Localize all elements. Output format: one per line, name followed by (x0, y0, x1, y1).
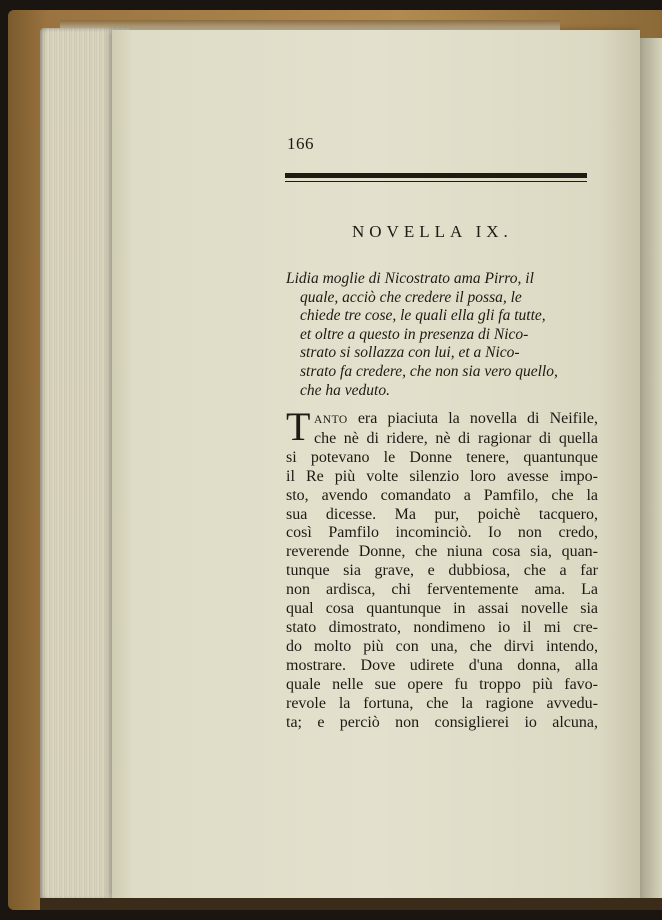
summary-line: chiede tre cose, le quali ella gli fa tutte, (300, 307, 546, 325)
summary-line: et oltre a questo in presenza di Nico- (300, 325, 529, 343)
body-line: si potevano le Donne tenere, quantunque (286, 448, 598, 466)
page-number: 166 (287, 134, 314, 153)
body-line: tunque sia grave, e dubbiosa, che a far (286, 562, 598, 580)
summary-line: Lidia moglie di Nicostrato ama Pirro, il (286, 270, 534, 287)
body-line: qual cosa quantunque in assai novelle sia (286, 600, 598, 618)
body-line: revole la fortuna, che la ragione avvedu- (286, 694, 598, 712)
summary-line: strato fa credere, che non sia vero quello, (300, 362, 558, 380)
body-line: che nè di ridere, nè di ragionar di quella (314, 429, 598, 447)
chapter-heading: NOVELLA IX. (352, 222, 513, 241)
facing-page-edge (640, 38, 662, 898)
body-line (286, 410, 598, 430)
body-line: sto, avendo comandato a Pamfilo, che la (286, 486, 598, 504)
body-line: il Re più volte silenzio loro avesse impo- (286, 467, 598, 485)
drop-cap: T (286, 404, 311, 449)
body-line: stato dimostrato, nondimeno io il mi cre- (286, 618, 598, 636)
header-rule-thick (285, 173, 587, 178)
header-rule-thin (285, 181, 587, 182)
body-line-text: era piaciuta la novella di Neifile, (347, 410, 598, 427)
body-line: do molto più con una, che dirvi intendo, (286, 637, 598, 655)
body-text (286, 404, 598, 732)
body-line: mostrare. Dove udirete d'una donna, alla (286, 656, 598, 674)
body-line: così Pamfilo incominciò. Io non credo, (286, 524, 598, 542)
body-line: sua dicesse. Ma pur, poichè tacquero, (286, 505, 598, 523)
novella-summary (286, 270, 594, 400)
first-word-smallcaps: ANTO (314, 414, 348, 426)
body-line: ta; e perciò non consiglierei io alcuna, (286, 713, 598, 731)
body-line: reverende Donne, che niuna cosa sia, quan- (286, 543, 598, 561)
body-line: non ardisca, chi ferventemente ama. La (286, 581, 598, 599)
body-line: quale nelle sue opere fu troppo più favo- (286, 675, 598, 693)
binding-shadow (40, 898, 662, 910)
summary-line: quale, acciò che credere il possa, le (300, 288, 522, 306)
summary-line: strato si sollazza con lui, et a Nico- (300, 344, 520, 362)
summary-line: che ha veduto. (300, 381, 390, 399)
